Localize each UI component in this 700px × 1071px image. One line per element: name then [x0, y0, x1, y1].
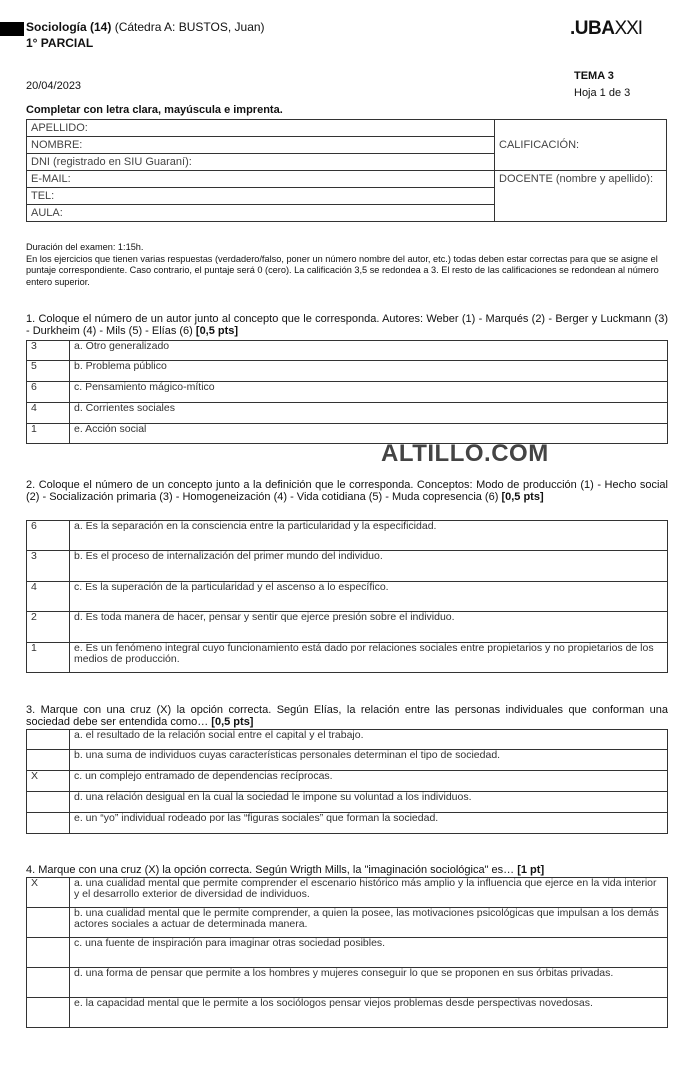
header-black-bar — [0, 22, 24, 36]
question-3-prompt: 3. Marque con una cruz (X) la opción correcta. Según Elías, la relación entre las personas individuales que conforman una sociedad debe ser entendida como… [0,5 pts] — [26, 704, 668, 728]
nombre-field[interactable]: NOMBRE: — [27, 137, 495, 154]
exam-duration: Duración del examen: 1:15h. — [26, 242, 144, 252]
answer-cell[interactable]: 6 — [27, 521, 70, 551]
calificacion-field[interactable]: CALIFICACIÓN: — [495, 120, 667, 171]
table-row — [27, 908, 668, 938]
option-text: b. Problema público — [70, 361, 668, 382]
aula-field[interactable]: AULA: — [27, 205, 495, 222]
watermark: ALTILLO.COM — [381, 440, 549, 467]
answer-cell[interactable] — [27, 792, 70, 813]
answer-cell[interactable] — [27, 938, 70, 968]
question-2-prompt: 2. Coloque el número de un concepto junto a la definición que le corresponda. Conceptos: Modo de producción (1) - Hecho social (2) - Socialización primaria (3) - Homogeneización (4) - Vida cotidiana (5) - Muda copresencia (6) [0,5 pts] — [26, 479, 668, 503]
answer-cell[interactable]: 4 — [27, 582, 70, 612]
table-row — [27, 750, 668, 771]
table-row — [27, 382, 668, 403]
option-text: c. una fuente de inspiración para imaginar otras sociedad posibles. — [70, 938, 668, 968]
dni-field[interactable]: DNI (registrado en SIU Guaraní): — [27, 154, 495, 171]
option-text: b. una suma de individuos cuyas características personales determinan el tipo de sociedad. — [70, 750, 668, 771]
table-row — [27, 551, 668, 582]
answer-cell[interactable]: 3 — [27, 341, 70, 361]
answer-cell[interactable]: 3 — [27, 551, 70, 582]
tema-label: TEMA 3 — [574, 70, 614, 82]
option-text: e. la capacidad mental que le permite a los sociólogos pensar viejos problemas desde perspectivas novedosas. — [70, 998, 668, 1028]
apellido-field[interactable]: APELLIDO: — [27, 120, 495, 137]
course-title: Sociología (14) (Cátedra A: BUSTOS, Juan) — [26, 20, 265, 34]
option-text: e. un “yo” individual rodeado por las “figuras sociales” que forman la sociedad. — [70, 813, 668, 834]
option-text: d. Es toda manera de hacer, pensar y sentir que ejerce presión sobre el individuo. — [70, 612, 668, 643]
uba-xxi-logo: .UBAXXI — [570, 18, 643, 39]
table-row — [27, 771, 668, 792]
exam-date: 20/04/2023 — [26, 80, 82, 92]
grading-rules: En los ejercicios que tienen varias respuestas (verdadero/falso, poner un número nombre del autor, etc.) todas deben estar correctas para que se asigne el puntaje correspondiente. Caso contrario, el puntaje será 0 (cero). La calificación 3,5 se redondea a 3. El resto de las calificaciones se redondean al número entero superior. — [26, 253, 659, 287]
option-text: c. un complejo entramado de dependencias recíprocas. — [70, 771, 668, 792]
question-4-table — [26, 877, 668, 1028]
option-text: e. Acción social — [70, 424, 668, 444]
answer-cell[interactable]: X — [27, 878, 70, 908]
answer-cell[interactable] — [27, 730, 70, 750]
answer-cell[interactable]: 6 — [27, 382, 70, 403]
table-row — [27, 938, 668, 968]
table-row — [27, 643, 668, 673]
answer-cell[interactable] — [27, 813, 70, 834]
option-text: a. una cualidad mental que permite comprender el escenario histórico más amplio y la influencia que ejerce en la vida interior y el desarrollo exterior de diversidad de individuos. — [70, 878, 668, 908]
option-text: e. Es un fenómeno integral cuyo funcionamiento está dado por relaciones sociales entre propietarios y no propietarios de los medios de producción. — [70, 643, 668, 673]
option-text: a. Otro generalizado — [70, 341, 668, 361]
option-text: d. una forma de pensar que permite a los hombres y mujeres conseguir lo que se proponen en sus órbitas privadas. — [70, 968, 668, 998]
option-text: b. una cualidad mental que le permite comprender, a quien la posee, las motivaciones psicológicas que impulsan a los demás actores sociales a actuar de determinada manera. — [70, 908, 668, 938]
table-row — [27, 730, 668, 750]
table-row — [27, 878, 668, 908]
option-text: d. una relación desigual en la cual la sociedad le impone su voluntad a los individuos. — [70, 792, 668, 813]
table-row — [27, 403, 668, 424]
table-row — [27, 968, 668, 998]
answer-cell[interactable]: 1 — [27, 643, 70, 673]
answer-cell[interactable]: 5 — [27, 361, 70, 382]
question-3-table — [26, 729, 668, 834]
exam-instructions — [26, 242, 668, 288]
table-row — [27, 792, 668, 813]
table-row — [27, 424, 668, 444]
table-row — [27, 582, 668, 612]
option-text: a. el resultado de la relación social entre el capital y el trabajo. — [70, 730, 668, 750]
option-text: b. Es el proceso de internalización del primer mundo del individuo. — [70, 551, 668, 582]
answer-cell[interactable]: X — [27, 771, 70, 792]
table-row — [27, 612, 668, 643]
answer-cell[interactable]: 1 — [27, 424, 70, 444]
question-2-table — [26, 520, 668, 673]
table-row — [27, 998, 668, 1028]
answer-cell[interactable] — [27, 998, 70, 1028]
option-text: c. Pensamiento mágico-mítico — [70, 382, 668, 403]
table-row — [27, 361, 668, 382]
answer-cell[interactable] — [27, 750, 70, 771]
table-row — [27, 521, 668, 551]
question-1-prompt: 1. Coloque el número de un autor junto al concepto que le corresponda. Autores: Weber (1) - Marqués (2) - Berger y Luckmann (3) - Durkheim (4) - Mils (5) - Elías (6) [0,5 pts] — [26, 313, 668, 337]
answer-cell[interactable] — [27, 968, 70, 998]
answer-cell[interactable]: 2 — [27, 612, 70, 643]
email-field[interactable]: E-MAIL: — [27, 171, 495, 188]
question-1-table — [26, 340, 668, 444]
tel-field[interactable]: TEL: — [27, 188, 495, 205]
docente-field[interactable]: DOCENTE (nombre y apellido): — [495, 171, 667, 222]
option-text: a. Es la separación en la consciencia entre la particularidad y la especificidad. — [70, 521, 668, 551]
option-text: d. Corrientes sociales — [70, 403, 668, 424]
form-instruction: Completar con letra clara, mayúscula e imprenta. — [26, 104, 283, 116]
question-4-prompt: 4. Marque con una cruz (X) la opción correcta. Según Wrigth Mills, la "imaginación sociológica" es… [1 pt] — [26, 864, 545, 876]
page-counter: Hoja 1 de 3 — [574, 87, 631, 99]
exam-name: 1° PARCIAL — [26, 36, 94, 50]
option-text: c. Es la superación de la particularidad y el ascenso a lo específico. — [70, 582, 668, 612]
table-row — [27, 813, 668, 834]
answer-cell[interactable] — [27, 908, 70, 938]
table-row — [27, 341, 668, 361]
answer-cell[interactable]: 4 — [27, 403, 70, 424]
student-id-form — [26, 119, 667, 222]
